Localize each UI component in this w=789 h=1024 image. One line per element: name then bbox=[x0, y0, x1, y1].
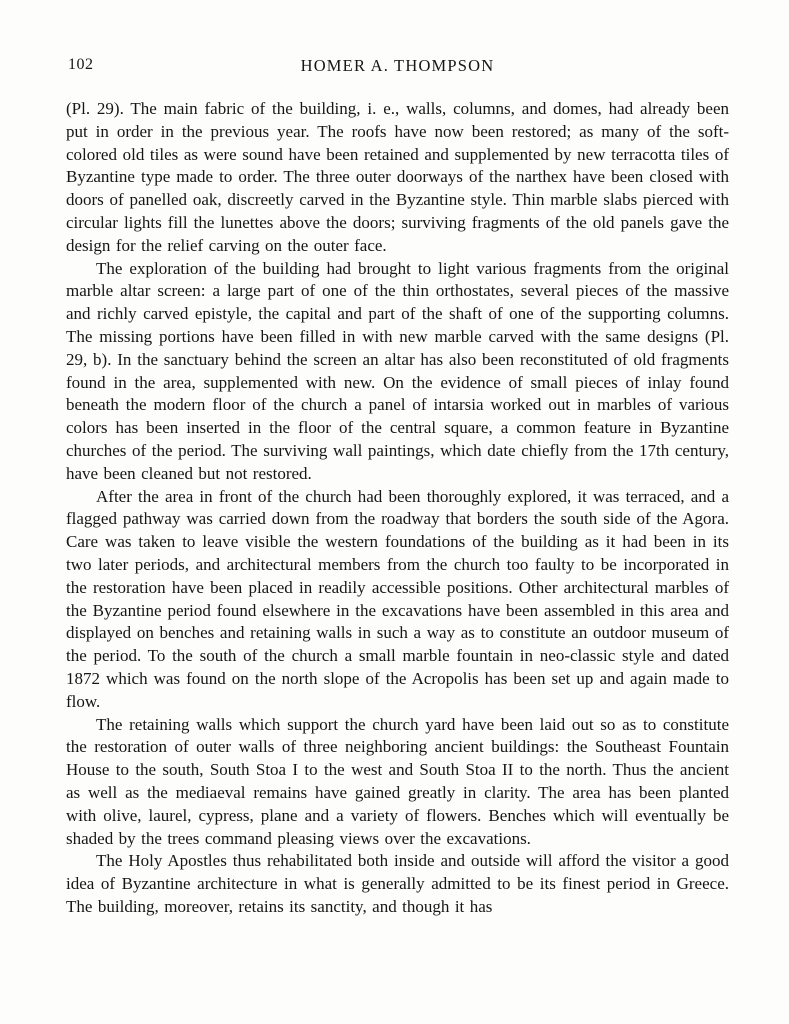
paragraph: The Holy Apostles thus rehabilitated both inside and outside will afford the visitor a good idea of Byzantine architecture in what is generally admitted to be its finest period in Greece. The building, moreover, retains its sanctity, and though it has bbox=[66, 851, 729, 916]
paragraph: The exploration of the building had brought to light various fragments from the original marble altar screen: a large part of one of the thin orthostates, several pieces of the massive and richly carved epistyle, the capital and part of the shaft of one of the supporting columns. The missing portions have been filled in with new marble carved with the same designs (Pl. 29, b). In the sanctuary behind the screen an altar has also been reconstituted of old fragments found in the area, supplemented with new. On the evidence of small pieces of inlay found beneath the modern floor of the church a panel of intarsia worked out in marbles of various colors has been inserted in the floor of the central square, a common feature in Byzantine churches of the period. The surviving wall paintings, which date chiefly from the 17th century, have been cleaned but not restored. bbox=[66, 258, 729, 483]
running-head-author: HOMER A. THOMPSON bbox=[300, 56, 495, 75]
page-header bbox=[66, 56, 729, 80]
page-number: 102 bbox=[68, 56, 94, 73]
paragraph: After the area in front of the church had been thoroughly explored, it was terraced, and a flagged pathway was carried down from the roadway that borders the south side of the Agora. Care was taken to leave visible the western foundations of the building as it had been in its two later periods, and architectural members from the church too faulty to be incorporated in the restoration have been placed in readily accessible positions. Other architectural marbles of the Byzantine period found elsewhere in the excavations have been assembled in this area and displayed on benches and retaining walls in such a way as to constitute an outdoor museum of the period. To the south of the church a small marble fountain in neo-classic style and dated 1872 which was found on the north slope of the Acropolis has been set up and again made to flow. bbox=[66, 486, 729, 711]
article-body bbox=[66, 98, 729, 919]
paragraph: The retaining walls which support the church yard have been laid out so as to constitute the restoration of outer walls of three neighboring ancient buildings: the Southeast Fountain House to the south, South Stoa I to the west and South Stoa II to the north. Thus the ancient as well as the mediaeval remains have gained greatly in clarity. The area has been planted with olive, laurel, cypress, plane and a variety of flowers. Benches which will eventually be shaded by the trees command pleasing views over the excavations. bbox=[66, 714, 729, 848]
paragraph: (Pl. 29). The main fabric of the building, i. e., walls, columns, and domes, had already been put in order in the previous year. The roofs have now been restored; as many of the soft-colored old tiles as were sound have been retained and supplemented by new terracotta tiles of Byzantine type made to order. The three outer doorways of the narthex have been closed with doors of panelled oak, discreetly carved in the Byzantine style. Thin marble slabs pierced with circular lights fill the lunettes above the doors; surviving fragments of the old panels gave the design for the relief carving on the outer face. bbox=[66, 99, 729, 255]
